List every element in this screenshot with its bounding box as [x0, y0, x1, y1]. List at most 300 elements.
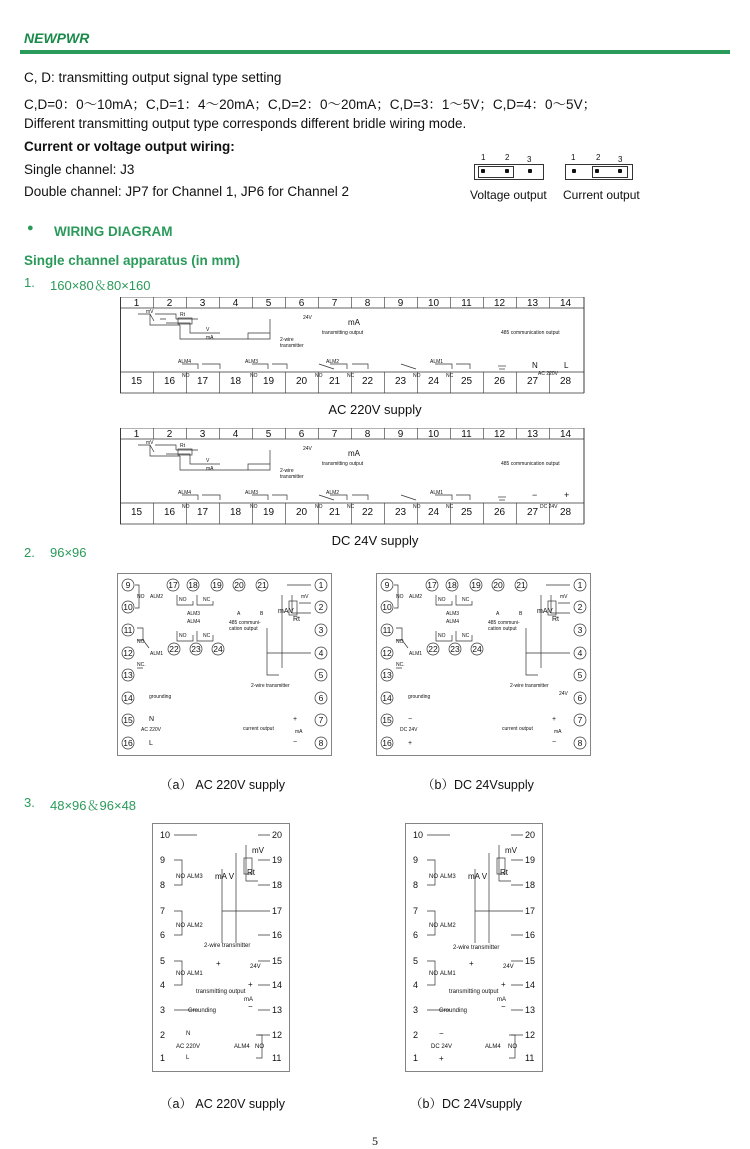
label-nc: NC: [347, 504, 355, 510]
terminal-number: 8: [160, 880, 166, 890]
label-alm1: ALM1: [409, 651, 423, 657]
label-grounding: grounding: [149, 694, 172, 700]
terminal-number: 14: [123, 693, 133, 703]
terminal-number: 22: [428, 644, 438, 654]
label-transmitting-output: transmitting output: [322, 330, 364, 336]
label-no: NO: [179, 597, 187, 603]
terminal-number: 7: [160, 906, 166, 916]
label-rt: Rt: [552, 616, 559, 623]
label-no: NO: [250, 504, 258, 510]
label-n: N: [149, 716, 155, 723]
terminal-number: 25: [460, 376, 473, 387]
terminal-number: 11: [461, 429, 472, 440]
terminal-number: 3: [160, 1005, 166, 1015]
terminal-number: 6: [318, 693, 324, 703]
label-alm3: ALM3: [187, 611, 201, 617]
wiring-diagram-48-dc: [405, 823, 543, 1072]
terminal-number: 6: [160, 930, 166, 940]
terminal-number: 5: [265, 429, 272, 440]
terminal-number: 23: [450, 644, 460, 654]
terminal-number: 10: [382, 602, 392, 612]
jumper-pin-label: 1: [481, 153, 486, 162]
terminal-number: 15: [123, 715, 133, 725]
wiring-subtitle: Single channel apparatus (in mm): [24, 253, 241, 268]
label-ma: mA: [295, 729, 303, 735]
terminal-number: 11: [525, 1053, 535, 1063]
terminal-number: 24: [427, 507, 440, 518]
item-1-size: 160×80＆80×160: [50, 278, 151, 293]
terminal-number: 3: [199, 429, 206, 440]
label-alm3: ALM3: [440, 874, 456, 880]
label-no: NO: [137, 594, 145, 600]
terminal-number: 10: [160, 830, 171, 840]
label-a: A: [496, 611, 500, 617]
label-ma: mA: [497, 997, 506, 1003]
wiring-heading: Current or voltage output wiring:: [24, 139, 235, 154]
terminal-number: 21: [257, 580, 267, 590]
terminal-number: 8: [364, 298, 371, 309]
double-channel-text: Double channel: JP7 for Channel 1, JP6 for Channel 2: [24, 184, 349, 199]
label-no: NO: [182, 373, 190, 379]
label-rt: Rt: [180, 312, 185, 318]
terminal-number: 10: [427, 429, 440, 440]
label-nc: NC: [446, 504, 454, 510]
item-3-number: 3.: [24, 795, 35, 810]
terminal-number: 5: [577, 670, 583, 680]
terminal-number: 4: [413, 980, 419, 990]
terminal-number: 17: [196, 376, 209, 387]
label-2wire: 2-wire: [280, 468, 294, 474]
terminal-number: 24: [213, 644, 223, 654]
label-minus: −: [439, 1029, 444, 1038]
terminal-number: 11: [461, 298, 472, 309]
terminal-number: 13: [123, 670, 133, 680]
label-2wire-transmitter: 2-wire transmitter: [204, 943, 251, 949]
terminal-number: 2: [160, 1030, 166, 1040]
label-24v: 24V: [303, 446, 312, 452]
label-dc24: DC 24V: [540, 504, 558, 510]
label-b: B: [260, 611, 264, 617]
terminal-number: 28: [559, 376, 572, 387]
terminal-number: 16: [525, 930, 536, 940]
terminal-number: 25: [460, 507, 473, 518]
supply-dc-caption-1: DC 24V supply: [331, 533, 419, 548]
label-485: 485 communication output: [501, 461, 560, 467]
terminal-number: 17: [427, 580, 437, 590]
label-2wire-transmitter: 2-wire transmitter: [251, 683, 290, 689]
terminal-number: 24: [427, 376, 440, 387]
label-alm1: ALM1: [150, 651, 164, 657]
jumper-pin-label: 3: [618, 155, 623, 164]
label-24v: 24V: [503, 964, 514, 970]
label-l: L: [564, 361, 569, 370]
label-transmitter: transmitter: [280, 474, 304, 480]
terminal-number: 5: [413, 956, 419, 966]
label-b: B: [519, 611, 523, 617]
item-2-number: 2.: [24, 545, 35, 560]
wiring-diagram-160-dc: [120, 428, 585, 525]
jumper-pin-label: 2: [596, 153, 601, 162]
terminal-number: 16: [272, 930, 283, 940]
label-minus: −: [532, 490, 538, 500]
label-nc: NC: [203, 633, 211, 639]
label-alm2: ALM2: [150, 594, 164, 600]
terminal-number: 14: [382, 693, 392, 703]
label-alm2: ALM2: [409, 594, 423, 600]
label-no: NO: [255, 1044, 264, 1050]
label-nc: NC: [446, 373, 454, 379]
label-dc24: DC 24V: [431, 1044, 453, 1050]
terminal-number: 21: [328, 376, 341, 387]
wiring-diagram-160-ac: [120, 297, 585, 394]
brand-title: NEWPWR: [24, 30, 90, 46]
label-plus: +: [248, 980, 253, 989]
wiring-diagram-48-ac: [152, 823, 290, 1072]
label-2wire-transmitter: 2-wire transmitter: [453, 945, 500, 951]
intro-line-2: C,D=0：0～10mA；C,D=1：4～20mA；C,D=2：0～20mA；C,D=3：1～5V；C,D=4：0～5V；: [24, 97, 597, 112]
terminal-number: 16: [382, 738, 392, 748]
bullet: ●: [27, 222, 34, 234]
terminal-number: 1: [133, 298, 140, 309]
wiring-diagram-title: WIRING DIAGRAM: [54, 224, 173, 239]
label-mav: mA V: [468, 872, 488, 881]
label-no: NO: [182, 504, 190, 510]
terminal-number: 20: [272, 830, 283, 840]
terminal-number: 3: [318, 625, 324, 635]
label-transmitting-output: transmitting output: [322, 461, 364, 467]
terminal-number: 13: [526, 429, 539, 440]
label-nc: NC: [203, 597, 211, 603]
terminal-number: 4: [577, 648, 583, 658]
terminal-number: 6: [298, 429, 305, 440]
label-alm4: ALM4: [187, 619, 201, 625]
terminal-number: 1: [413, 1053, 419, 1063]
label-nc: NC: [347, 373, 355, 379]
label-ac220: AC 220V: [141, 727, 162, 733]
label-ma: mA: [537, 608, 548, 615]
terminal-number: 9: [125, 580, 131, 590]
label-no: NO: [438, 597, 446, 603]
label-alm4: ALM4: [234, 1044, 250, 1050]
terminal-number: 15: [382, 715, 392, 725]
label-24v: 24V: [303, 315, 312, 321]
terminal-number: 27: [526, 507, 539, 518]
jumper-pin-label: 1: [571, 153, 576, 162]
terminal-number: 1: [133, 429, 140, 440]
jumper-pin-label: 2: [505, 153, 510, 162]
terminal-number: 13: [525, 1005, 536, 1015]
terminal-number: 5: [265, 298, 272, 309]
label-ma: mA: [244, 997, 253, 1003]
label-alm2: ALM2: [326, 490, 340, 496]
intro-line-1: C, D: transmitting output signal type setting: [24, 70, 282, 85]
label-ma: mA: [206, 335, 214, 341]
terminal-number: 9: [384, 580, 390, 590]
terminal-number: 11: [272, 1053, 282, 1063]
terminal-number: 2: [166, 429, 173, 440]
terminal-number: 8: [318, 738, 324, 748]
terminal-number: 12: [382, 648, 392, 658]
label-no: NO: [137, 639, 145, 645]
terminal-number: 14: [272, 980, 283, 990]
label-rt: Rt: [500, 868, 508, 877]
terminal-number: 3: [199, 298, 206, 309]
label-no: NO: [429, 971, 438, 977]
terminal-number: 2: [166, 298, 173, 309]
terminal-number: 9: [397, 298, 404, 309]
label-485: 485 communication output: [501, 330, 560, 336]
terminal-number: 9: [397, 429, 404, 440]
label-alm4: ALM4: [178, 359, 192, 365]
label-mv: mV: [252, 846, 264, 855]
label-alm4: ALM4: [485, 1044, 501, 1050]
terminal-number: 22: [169, 644, 179, 654]
label-plus: +: [216, 959, 221, 968]
terminal-number: 10: [427, 298, 440, 309]
terminal-number: 8: [577, 738, 583, 748]
label-a: A: [237, 611, 241, 617]
terminal-number: 3: [577, 625, 583, 635]
terminal-number: 12: [123, 648, 133, 658]
terminal-number: 18: [272, 880, 283, 890]
label-n: N: [532, 361, 538, 370]
wiring-diagram-96-ac: [117, 573, 332, 756]
terminal-number: 15: [525, 956, 536, 966]
item-1-number: 1.: [24, 275, 35, 290]
jumper-block: [565, 164, 633, 180]
terminal-number: 18: [229, 507, 242, 518]
label-l: L: [186, 1055, 190, 1061]
label-plus: +: [552, 716, 557, 723]
label-no: NO: [429, 923, 438, 929]
terminal-number: 24: [472, 644, 482, 654]
terminal-number: 19: [525, 855, 536, 865]
label-nc: NC: [462, 633, 470, 639]
label-minus: −: [408, 716, 413, 723]
terminal-number: 27: [526, 376, 539, 387]
single-channel-text: Single channel: J3: [24, 162, 135, 177]
label-mv: mV: [146, 440, 154, 446]
terminal-number: 3: [413, 1005, 419, 1015]
label-transmitting-output: transmitting output: [196, 989, 246, 995]
terminal-number: 4: [160, 980, 166, 990]
label-n: N: [186, 1031, 191, 1037]
terminal-number: 7: [331, 429, 338, 440]
terminal-number: 12: [525, 1030, 536, 1040]
label-ac220: AC 220V: [176, 1044, 201, 1050]
label-485-b: cation output: [488, 626, 517, 632]
terminal-number: 19: [212, 580, 222, 590]
label-no: NO: [176, 971, 185, 977]
label-grounding: grounding: [408, 694, 431, 700]
label-minus: −: [552, 739, 557, 746]
terminal-number: 10: [123, 602, 133, 612]
terminal-number: 17: [272, 906, 283, 916]
item-3-size: 48×96＆96×48: [50, 798, 137, 813]
terminal-number: 6: [298, 298, 305, 309]
label-alm2: ALM2: [326, 359, 340, 365]
label-plus: +: [501, 980, 506, 989]
terminal-number: 7: [577, 715, 583, 725]
label-ma: mA: [554, 729, 562, 735]
label-minus: −: [248, 1002, 253, 1011]
terminal-number: 4: [318, 648, 324, 658]
terminal-number: 23: [191, 644, 201, 654]
label-dc24: DC 24V: [400, 727, 418, 733]
terminal-number: 22: [361, 507, 374, 518]
label-485-a: 485 communi-: [229, 620, 261, 626]
label-485-a: 485 communi-: [488, 620, 520, 626]
label-rt: Rt: [247, 868, 255, 877]
terminal-number: 14: [559, 298, 572, 309]
terminal-number: 1: [318, 580, 324, 590]
terminal-number: 12: [493, 429, 506, 440]
terminal-number: 11: [123, 625, 133, 635]
label-485-b: cation output: [229, 626, 258, 632]
terminal-number: 19: [471, 580, 481, 590]
terminal-number: 28: [559, 507, 572, 518]
terminal-number: 9: [413, 855, 419, 865]
label-grounding: Grounding: [439, 1008, 468, 1014]
terminal-number: 21: [516, 580, 526, 590]
label-plus: +: [564, 490, 570, 500]
label-alm1: ALM1: [430, 359, 444, 365]
terminal-number: 20: [295, 376, 308, 387]
terminal-number: 1: [577, 580, 583, 590]
terminal-number: 23: [394, 507, 407, 518]
label-mv: mV: [505, 846, 517, 855]
label-no: NO: [176, 874, 185, 880]
terminal-number: 2: [413, 1030, 419, 1040]
terminal-number: 4: [232, 298, 239, 309]
label-no: NO: [176, 923, 185, 929]
jumper-block: [474, 164, 544, 180]
terminal-number: 17: [525, 906, 536, 916]
item-2-size: 96×96: [50, 545, 87, 560]
label-no: NO: [250, 373, 258, 379]
terminal-number: 20: [295, 507, 308, 518]
label-plus: +: [469, 959, 474, 968]
terminal-number: 8: [364, 429, 371, 440]
label-ma: mA: [348, 318, 360, 327]
caption-48-a: （a） AC 220V supply: [160, 1097, 286, 1111]
terminal-number: 11: [382, 625, 392, 635]
label-no: NO: [413, 504, 421, 510]
terminal-number: 18: [188, 580, 198, 590]
label-ma: mA: [206, 466, 214, 472]
caption-96-b: （b）DC 24Vsupply: [422, 778, 534, 792]
wiring-diagram-96-dc: [376, 573, 591, 756]
label-alm1: ALM1: [440, 971, 456, 977]
label-grounding: Grounding: [188, 1008, 217, 1014]
terminal-number: 7: [318, 715, 324, 725]
supply-ac-caption-1: AC 220V supply: [328, 402, 422, 417]
header-rule: [20, 50, 730, 54]
label-no: NO: [508, 1044, 517, 1050]
caption-96-a: （a） AC 220V supply: [160, 778, 286, 792]
label-24v: 24V: [559, 691, 568, 697]
terminal-number: 15: [130, 376, 143, 387]
label-minus: −: [501, 1002, 506, 1011]
terminal-number: 17: [168, 580, 178, 590]
label-alm2: ALM2: [187, 923, 203, 929]
terminal-number: 8: [413, 880, 419, 890]
label-alm1: ALM1: [430, 490, 444, 496]
terminal-number: 20: [525, 830, 536, 840]
terminal-number: 26: [493, 507, 506, 518]
label-mv: mV: [301, 594, 309, 600]
terminal-number: 18: [447, 580, 457, 590]
label-24v: 24V: [250, 964, 261, 970]
label-no: NO: [429, 874, 438, 880]
terminal-number: 13: [382, 670, 392, 680]
label-no: NO: [396, 639, 404, 645]
label-nc-dot: NC.: [137, 662, 146, 668]
label-ma: mA: [348, 449, 360, 458]
label-v: V: [548, 608, 553, 615]
terminal-number: 10: [413, 830, 424, 840]
terminal-number: 14: [525, 980, 536, 990]
terminal-number: 15: [272, 956, 283, 966]
label-mv: mV: [560, 594, 568, 600]
page-number: 5: [372, 1134, 378, 1148]
label-no: NO: [396, 594, 404, 600]
label-ac220: AC 220V: [538, 371, 559, 377]
terminal-number: 12: [272, 1030, 283, 1040]
terminal-number: 4: [232, 429, 239, 440]
terminal-number: 16: [123, 738, 133, 748]
label-current-output: current output: [502, 726, 533, 732]
label-mav: mA V: [215, 872, 235, 881]
terminal-number: 7: [413, 906, 419, 916]
label-alm3: ALM3: [245, 359, 259, 365]
label-2wire-transmitter: 2-wire transmitter: [510, 683, 549, 689]
label-alm4: ALM4: [446, 619, 460, 625]
terminal-number: 22: [361, 376, 374, 387]
label-no: NO: [179, 633, 187, 639]
terminal-number: 6: [413, 930, 419, 940]
terminal-number: 14: [559, 429, 572, 440]
terminal-number: 9: [160, 855, 166, 865]
label-nc: NC: [462, 597, 470, 603]
label-v: V: [289, 608, 294, 615]
label-plus: +: [439, 1054, 444, 1063]
label-plus: +: [408, 740, 413, 747]
label-no: NO: [413, 373, 421, 379]
terminal-number: 19: [262, 376, 275, 387]
terminal-number: 13: [526, 298, 539, 309]
label-mv: mV: [146, 309, 154, 315]
terminal-number: 17: [196, 507, 209, 518]
terminal-number: 18: [229, 376, 242, 387]
terminal-number: 12: [493, 298, 506, 309]
terminal-number: 5: [318, 670, 324, 680]
terminal-number: 26: [493, 376, 506, 387]
label-nc-dot: NC.: [396, 662, 405, 668]
label-l: L: [149, 740, 153, 747]
terminal-number: 19: [272, 855, 283, 865]
label-alm3: ALM3: [187, 874, 203, 880]
terminal-number: 20: [493, 580, 503, 590]
terminal-number: 21: [328, 507, 341, 518]
label-alm3: ALM3: [446, 611, 460, 617]
terminal-number: 16: [163, 376, 176, 387]
label-alm3: ALM3: [245, 490, 259, 496]
label-rt: Rt: [180, 443, 185, 449]
label-rt: Rt: [293, 616, 300, 623]
terminal-number: 23: [394, 376, 407, 387]
intro-line-3: Different transmitting output type corresponds different bridle wiring mode.: [24, 116, 467, 131]
